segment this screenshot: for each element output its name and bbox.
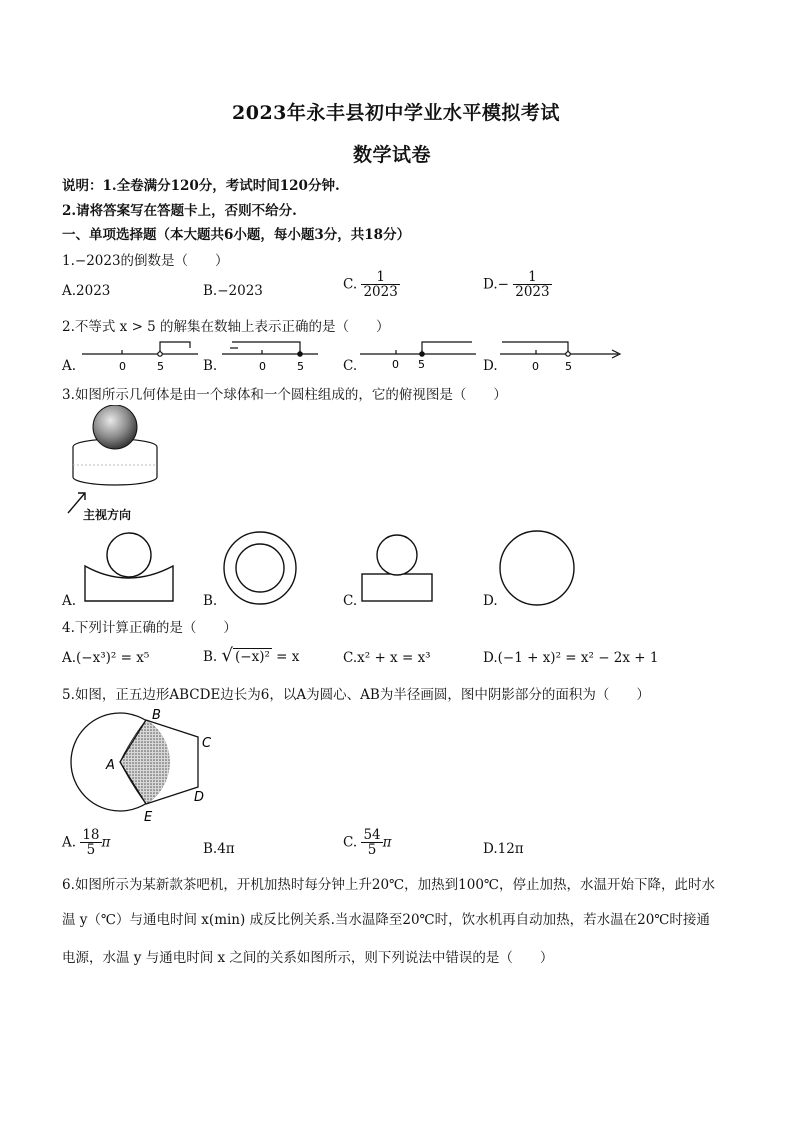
q2-c-tick5: 5 <box>418 358 425 371</box>
q2-option-a: A. <box>62 358 77 374</box>
q3-option-b: B. <box>203 593 218 609</box>
q5-label-a: A <box>106 758 115 773</box>
q5-c-pi: π <box>382 834 392 851</box>
section-heading: 一、单项选择题（本大题共6小题，每小题3分，共18分） <box>62 227 411 243</box>
q4-option-a: A.(−x³)² = x⁵ <box>62 650 150 666</box>
q1-d-label: D.− <box>483 276 509 293</box>
q5-label-b: B <box>152 708 161 723</box>
q5-c-denominator: 5 <box>361 842 382 857</box>
exam-subtitle: 数学试卷 <box>353 144 432 166</box>
q3-option-c: C. <box>343 593 358 609</box>
q1-c-fraction <box>361 270 399 299</box>
q2-c-tick0: 0 <box>392 358 399 371</box>
q5-label-c: C <box>202 736 212 751</box>
q2-numberlines <box>0 334 794 374</box>
q3-solid-figure <box>60 405 170 520</box>
q2-a-tick0: 0 <box>119 360 126 373</box>
q3-view-direction-label: 主视方向 <box>83 508 132 522</box>
q5-option-b: B.4π <box>203 841 235 857</box>
q2-numberline-d <box>500 342 620 358</box>
q2-a-tick5: 5 <box>157 360 164 373</box>
q1-option-a: A.2023 <box>62 283 111 299</box>
q2-d-tick0: 0 <box>532 360 539 373</box>
q1-d-denominator: 2023 <box>515 284 550 301</box>
q1-option-d <box>483 270 552 299</box>
q5-a-fraction <box>80 828 101 857</box>
notes-line-2: 2.请将答案写在答题卡上，否则不给分. <box>62 203 297 219</box>
q1-d-numerator: 1 <box>528 269 537 285</box>
q2-option-c: C. <box>343 358 358 374</box>
sqrt-icon: √ <box>221 645 233 666</box>
q5-a-numerator: 18 <box>82 827 100 843</box>
q5-a-pi: π <box>101 834 111 851</box>
exam-title: 2023年永丰县初中学业水平模拟考试 <box>232 102 560 124</box>
q2-option-d: D. <box>483 358 498 374</box>
q5-c-label: C. <box>343 834 358 851</box>
q6-line-3: 电源，水温 y 与通电时间 x 之间的关系如图所示，则下列说法中错误的是（ ） <box>62 950 554 966</box>
q2-numberline-a <box>82 342 198 356</box>
q1-d-fraction <box>513 270 551 299</box>
q4-b-radicand: (−x)² <box>235 649 270 665</box>
q3-option-a: A. <box>62 593 77 609</box>
q5-stem: 5.如图，正五边形ABCDE边长为6，以A为圆心、AB为半径画圆，图中阴影部分的面积为（ ） <box>62 687 650 703</box>
q3-figure-a <box>85 533 173 601</box>
q2-b-tick0: 0 <box>259 360 266 373</box>
q2-d-tick5: 5 <box>565 360 572 373</box>
q5-label-e: E <box>144 810 153 825</box>
q3-figure-b <box>224 532 296 604</box>
q1-option-c <box>343 270 400 299</box>
q3-figure-c <box>362 535 432 601</box>
q5-option-d: D.12π <box>483 841 524 857</box>
q3-options-figures <box>60 528 590 608</box>
q5-label-d: D <box>194 790 205 805</box>
q2-numberline-b <box>222 342 318 356</box>
q2-stem: 2.不等式 x > 5 的解集在数轴上表示正确的是（ ） <box>62 319 390 335</box>
q4-stem: 4.下列计算正确的是（ ） <box>62 620 237 636</box>
q3-figure-d <box>500 531 574 605</box>
q4-option-d: D.(−1 + x)² = x² − 2x + 1 <box>483 650 659 666</box>
q5-option-c <box>343 828 392 857</box>
q4-option-c: C.x² + x = x³ <box>343 650 431 666</box>
notes-line-1: 说明：1.全卷满分120分，考试时间120分钟. <box>62 178 340 194</box>
q5-c-numerator: 54 <box>363 827 381 843</box>
q4-b-result: = x <box>276 649 300 665</box>
q5-c-fraction <box>361 828 382 857</box>
q5-pentagon-circle-figure <box>60 705 230 830</box>
q3-stem: 3.如图所示几何体是由一个球体和一个圆柱组成的，它的俯视图是（ ） <box>62 387 507 403</box>
q6-line-1: 6.如图所示为某新款茶吧机，开机加热时每分钟上升20℃，加热到100℃，停止加热，水温开始下降，此时水 <box>62 877 716 893</box>
q1-c-label: C. <box>343 276 358 293</box>
q1-c-numerator: 1 <box>376 269 385 285</box>
q4-b-label: B. <box>203 649 218 665</box>
q4-option-b <box>203 645 299 666</box>
q2-numberline-c <box>360 342 476 356</box>
q2-b-tick5: 5 <box>297 360 304 373</box>
q1-option-b: B.−2023 <box>203 283 263 299</box>
q1-stem: 1.−2023的倒数是（ ） <box>62 253 229 269</box>
q3-option-d: D. <box>483 593 498 609</box>
q6-line-2: 温 y（℃）与通电时间 x(min) 成反比例关系.当水温降至20℃时，饮水机再自动加热，若水温在20℃时接通 <box>62 912 710 928</box>
q5-option-a <box>62 828 110 857</box>
q5-a-denominator: 5 <box>80 842 101 857</box>
q5-a-label: A. <box>62 834 77 851</box>
q2-option-b: B. <box>203 358 218 374</box>
q1-c-denominator: 2023 <box>363 284 398 301</box>
